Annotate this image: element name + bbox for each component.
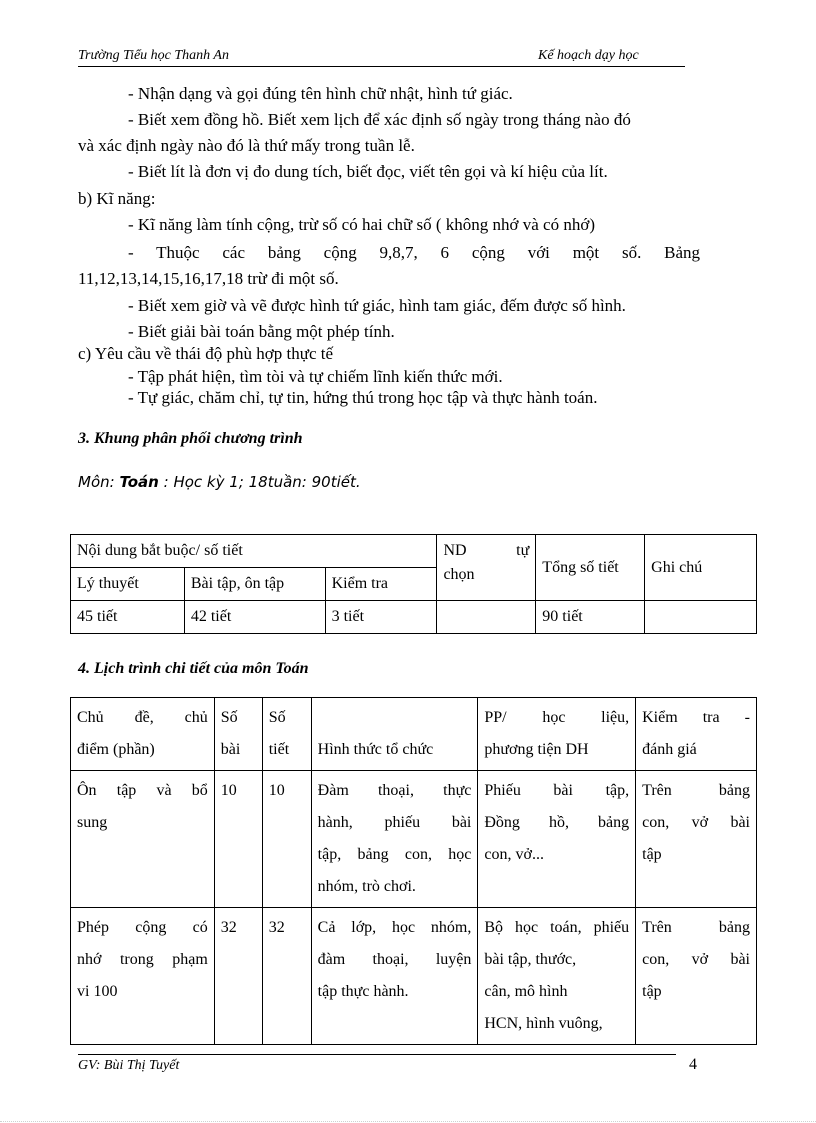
cell-line: nhớ trong phạm: [77, 951, 208, 968]
cell-line: tập, bảng con, học: [317, 846, 472, 863]
subject-prefix: Môn:: [78, 473, 120, 491]
cell-line: Đồng hồ, bảng: [484, 814, 630, 831]
subject-name: Toán: [119, 473, 159, 491]
detailed-schedule-table: [70, 697, 757, 1045]
table-row: [71, 908, 757, 1045]
header-school: Trường Tiểu học Thanh An: [78, 48, 229, 63]
cell-line: vi 100: [77, 983, 118, 1000]
cell-line: Phép cộng có: [77, 919, 208, 936]
header-organization-form: Hình thức tổ chức: [311, 698, 478, 771]
header-assessment-line1: Kiểm tra -: [642, 709, 750, 726]
header-nd-tu-chon-line1: ND tự: [443, 542, 530, 559]
value-nd-tu-chon: [437, 601, 536, 634]
table-header-row: [71, 698, 757, 771]
section-4-title: 4. Lịch trình chi tiết của môn Toán: [78, 660, 309, 677]
cell-line: hành, phiếu bài: [317, 814, 472, 831]
cell-line: Trên bảng: [642, 782, 750, 799]
attitude-line: - Tập phát hiện, tìm tòi và tự chiếm lĩnh kiến thức mới.: [128, 367, 503, 386]
header-required-content: Nội dung bắt buộc/ số tiết: [71, 535, 437, 568]
cell-line: cân, mô hình: [484, 983, 568, 1000]
cell-line: HCN, hình vuông,: [484, 1015, 603, 1032]
header-assessment: [636, 698, 757, 771]
knowledge-line: - Nhận dạng và gọi đúng tên hình chữ nhật, hình tứ giác.: [128, 84, 513, 103]
header-nd-tu-chon: [437, 535, 536, 601]
header-topic-line2: điểm (phần): [77, 741, 155, 758]
header-methods-materials: [478, 698, 636, 771]
header-tests: Kiểm tra: [325, 568, 437, 601]
page-edge: [0, 1121, 816, 1122]
program-frame-table: [70, 534, 757, 634]
row2-organization-form: [311, 908, 478, 1045]
attitude-line: - Tự giác, chăm chỉ, tự tin, hứng thú trong học tập và thực hành toán.: [128, 388, 598, 407]
subject-details: : Học kỳ 1; 18tuần: 90tiết.: [158, 473, 361, 491]
value-notes: [645, 601, 757, 634]
skills-heading: b) Kĩ năng:: [78, 189, 156, 208]
header-total-periods: Tổng số tiết: [536, 535, 645, 601]
header-theory: Lý thuyết: [71, 568, 185, 601]
value-theory: 45 tiết: [71, 601, 185, 634]
knowledge-line: và xác định ngày nào đó là thứ mấy trong tuần lễ.: [78, 136, 415, 155]
row2-topic: [71, 908, 215, 1045]
header-doc-title: Kế hoạch dạy học: [538, 48, 639, 63]
header-lesson-count-line1: Số: [220, 709, 238, 726]
cell-line: đàm thoại, luyện: [317, 951, 472, 968]
header-assessment-line2: đánh giá: [642, 741, 697, 758]
row1-topic: [71, 771, 215, 908]
cell-line: Cả lớp, học nhóm,: [317, 919, 472, 936]
cell-line: Bộ học toán, phiếu: [484, 919, 630, 936]
header-notes: Ghi chú: [645, 535, 757, 601]
footer-teacher: GV: Bùi Thị Tuyết: [78, 1058, 180, 1073]
cell-line: con, vở...: [484, 846, 544, 863]
row2-methods-materials: [478, 908, 636, 1045]
cell-line: bài tập, thước,: [484, 951, 577, 968]
row2-period-count: 32: [262, 908, 311, 1045]
header-methods-line1: PP/ học liệu,: [484, 709, 630, 726]
cell-line: sung: [77, 814, 108, 831]
skills-line: 11,12,13,14,15,16,17,18 trừ đi một số.: [78, 269, 339, 288]
row1-organization-form: [311, 771, 478, 908]
skills-line: - Thuộc các bảng cộng 9,8,7, 6 cộng với một số. Bảng: [128, 243, 700, 262]
subject-line: [78, 473, 361, 491]
cell-line: Trên bảng: [642, 919, 750, 936]
cell-line: nhóm, trò chơi.: [317, 878, 416, 895]
header-methods-line2: phương tiện DH: [484, 741, 589, 758]
skills-line: - Kĩ năng làm tính cộng, trừ số có hai chữ số ( không nhớ và có nhớ): [128, 215, 595, 234]
cell-line: tập: [642, 846, 662, 863]
cell-line: con, vở bài: [642, 814, 750, 831]
header-period-count: [262, 698, 311, 771]
header-exercises: Bài tập, ôn tập: [184, 568, 325, 601]
table-row: [71, 771, 757, 908]
skills-line: - Biết giải bài toán bằng một phép tính.: [128, 322, 395, 341]
header-nd-tu-chon-line2: chọn: [443, 566, 475, 583]
footer-rule: [78, 1054, 676, 1055]
row1-assessment: [636, 771, 757, 908]
cell-line: con, vở bài: [642, 951, 750, 968]
row1-methods-materials: [478, 771, 636, 908]
cell-line: Đàm thoại, thực: [317, 782, 472, 799]
attitude-heading: c) Yêu cầu về thái độ phù hợp thực tế: [78, 344, 334, 363]
row1-period-count: 10: [262, 771, 311, 908]
value-total: 90 tiết: [536, 601, 645, 634]
row1-lesson-count: 10: [214, 771, 262, 908]
value-tests: 3 tiết: [325, 601, 437, 634]
knowledge-line: - Biết lít là đơn vị đo dung tích, biết đọc, viết tên gọi và kí hiệu của lít.: [128, 162, 608, 181]
header-lesson-count: [214, 698, 262, 771]
skills-line: - Biết xem giờ và vẽ được hình tứ giác, hình tam giác, đếm được số hình.: [128, 296, 626, 315]
header-topic: [71, 698, 215, 771]
cell-line: Phiếu bài tập,: [484, 782, 630, 799]
page-number: 4: [689, 1056, 697, 1073]
header-topic-line1: Chủ đề, chủ: [77, 709, 208, 726]
header-lesson-count-line2: bài: [220, 741, 241, 758]
header-period-count-line1: Số: [268, 709, 286, 726]
knowledge-line: - Biết xem đồng hồ. Biết xem lịch để xác định số ngày trong tháng nào đó: [128, 110, 631, 129]
section-3-title: 3. Khung phân phối chương trình: [78, 430, 303, 447]
cell-line: tập thực hành.: [317, 983, 409, 1000]
row2-lesson-count: 32: [214, 908, 262, 1045]
header-rule: [78, 66, 685, 67]
header-period-count-line2: tiết: [268, 741, 290, 758]
cell-line: tập: [642, 983, 662, 1000]
cell-line: Ôn tập và bổ: [77, 782, 208, 799]
value-exercises: 42 tiết: [184, 601, 325, 634]
row2-assessment: [636, 908, 757, 1045]
